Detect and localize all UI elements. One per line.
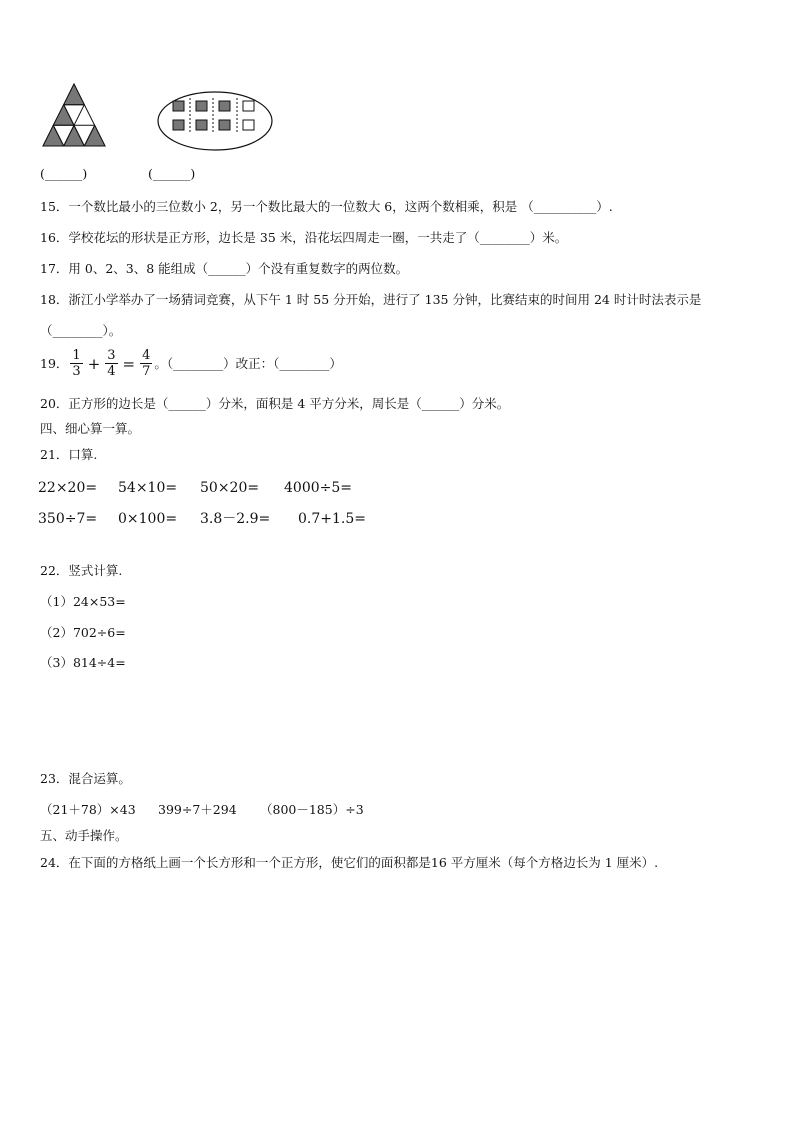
triangle-figure bbox=[40, 82, 108, 148]
oral-calc-2-3: 3.8－2.9= bbox=[200, 511, 271, 527]
mixed-op-1: （21＋78）×43 bbox=[40, 802, 136, 817]
figure-blank-2: (______) bbox=[148, 166, 196, 181]
mixed-op-3: （800－185）÷3 bbox=[260, 802, 364, 817]
vertical-calc-3: （3）814÷4= bbox=[40, 655, 126, 670]
question-18-line1: 18．浙江小学举办了一场猜词竞赛，从下午 1 时 55 分开始，进行了 135 分钟，比赛结束的时间用 24 时计时法表示是 bbox=[40, 292, 702, 307]
oral-calc-1-4: 4000÷5= bbox=[284, 480, 352, 496]
oral-calc-2-4: 0.7+1.5= bbox=[298, 511, 366, 527]
question-19-rest: 。（________）改正：（________） bbox=[154, 355, 342, 371]
question-20: 20．正方形的边长是（______）分米，面积是 4 平方分米，周长是（______）分米。 bbox=[40, 396, 510, 411]
ellipse-squares-figure bbox=[156, 90, 274, 152]
oral-calc-1-1: 22×20= bbox=[38, 480, 98, 496]
question-21-title: 21．口算. bbox=[40, 447, 98, 462]
oral-calc-1-2: 54×10= bbox=[118, 480, 178, 496]
question-17: 17．用 0、2、3、8 能组成（______）个没有重复数字的两位数。 bbox=[40, 261, 409, 276]
question-23-title: 23．混合运算。 bbox=[40, 771, 131, 786]
oral-calc-1-3: 50×20= bbox=[200, 480, 260, 496]
question-16: 16．学校花坛的形状是正方形，边长是 35 米，沿花坛四周走一圈，一共走了（________）米。 bbox=[40, 230, 568, 245]
question-19-number: 19． bbox=[40, 355, 69, 371]
fraction-3-4: $\frac{3}{4}$ bbox=[107, 348, 116, 379]
mixed-op-2: 399÷7＋294 bbox=[158, 802, 237, 817]
question-18-line2: （________）。 bbox=[40, 323, 122, 338]
fraction-1-3: $\frac{1}{3}$ bbox=[72, 348, 81, 379]
section-5-heading: 五、动手操作。 bbox=[40, 828, 128, 843]
oral-calc-2-2: 0×100= bbox=[118, 511, 178, 527]
question-19: 19． $\frac{1}{3}$ + $\frac{3}{4}$ = $\frac{4}{7}$ 。（________）改正：（________） bbox=[40, 348, 342, 379]
question-15: 15．一个数比最小的三位数小 2，另一个数比最大的一位数大 6，这两个数相乘，积是 （__________）. bbox=[40, 199, 613, 214]
section-4-heading: 四、细心算一算。 bbox=[40, 421, 141, 436]
question-22-title: 22．竖式计算. bbox=[40, 563, 123, 578]
fraction-4-7: $\frac{4}{7}$ bbox=[142, 348, 151, 379]
oral-calc-2-1: 350÷7= bbox=[38, 511, 98, 527]
vertical-calc-2: （2）702÷6= bbox=[40, 625, 126, 640]
question-24: 24．在下面的方格纸上画一个长方形和一个正方形，使它们的面积都是16 平方厘米（每个方格边长为 1 厘米）. bbox=[40, 855, 659, 870]
figure-blank-1: (______) bbox=[40, 166, 88, 181]
vertical-calc-1: （1）24×53= bbox=[40, 594, 126, 609]
